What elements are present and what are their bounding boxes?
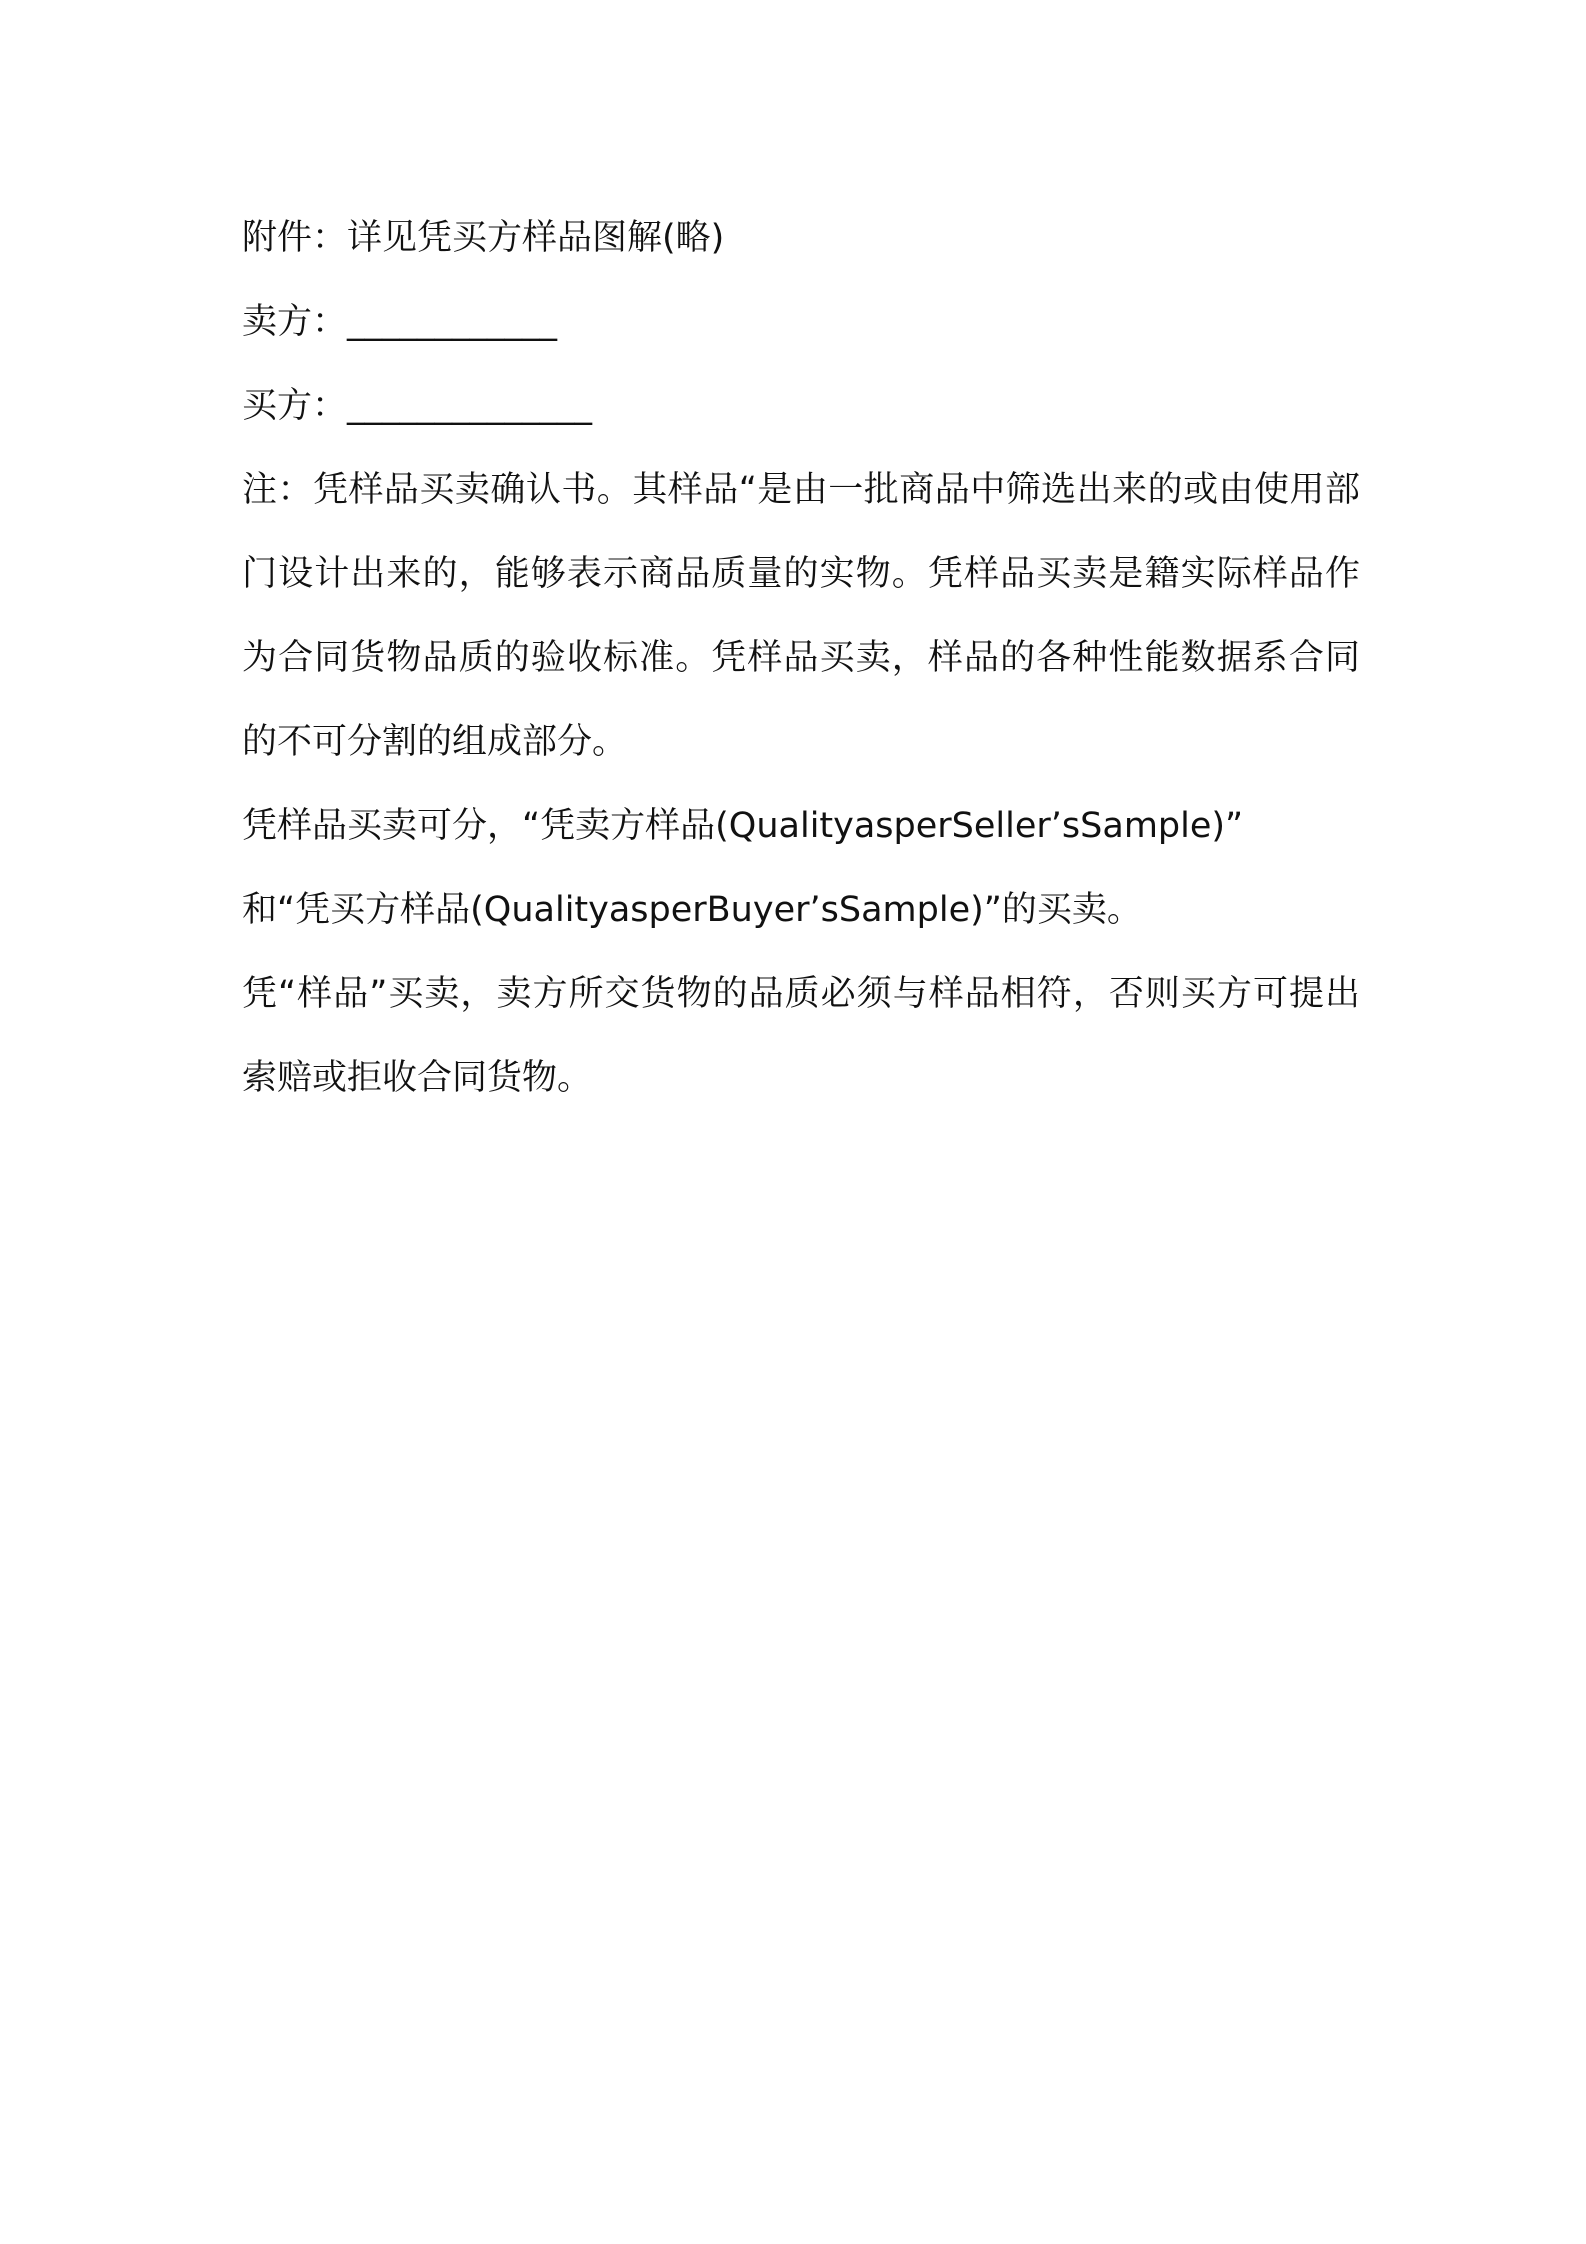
- seller-line: 卖方：____________: [242, 302, 558, 342]
- types-line-1: 凭样品买卖可分，“凭卖方样品(QualityasperSeller’sSample)”: [242, 806, 1244, 846]
- requirement-paragraph: 凭“样品”买卖，卖方所交货物的品质必须与样品相符，否则买方可提出索赔或拒收合同货物。: [242, 974, 1360, 1098]
- buyer-line: 买方：______________: [242, 386, 593, 426]
- types-line-2: 和“凭买方样品(QualityasperBuyer’sSample)”的买卖。: [242, 890, 1142, 930]
- attachment-line: 附件：详见凭买方样品图解(略): [242, 218, 725, 258]
- note-paragraph: 注：凭样品买卖确认书。其样品“是由一批商品中筛选出来的或由使用部门设计出来的，能够表示商品质量的实物。凭样品买卖是籍实际样品作为合同货物品质的验收标准。凭样品买卖，样品的各种性能数据系合同的不可分割的组成部分。: [242, 470, 1360, 762]
- document-body: [242, 196, 1360, 1120]
